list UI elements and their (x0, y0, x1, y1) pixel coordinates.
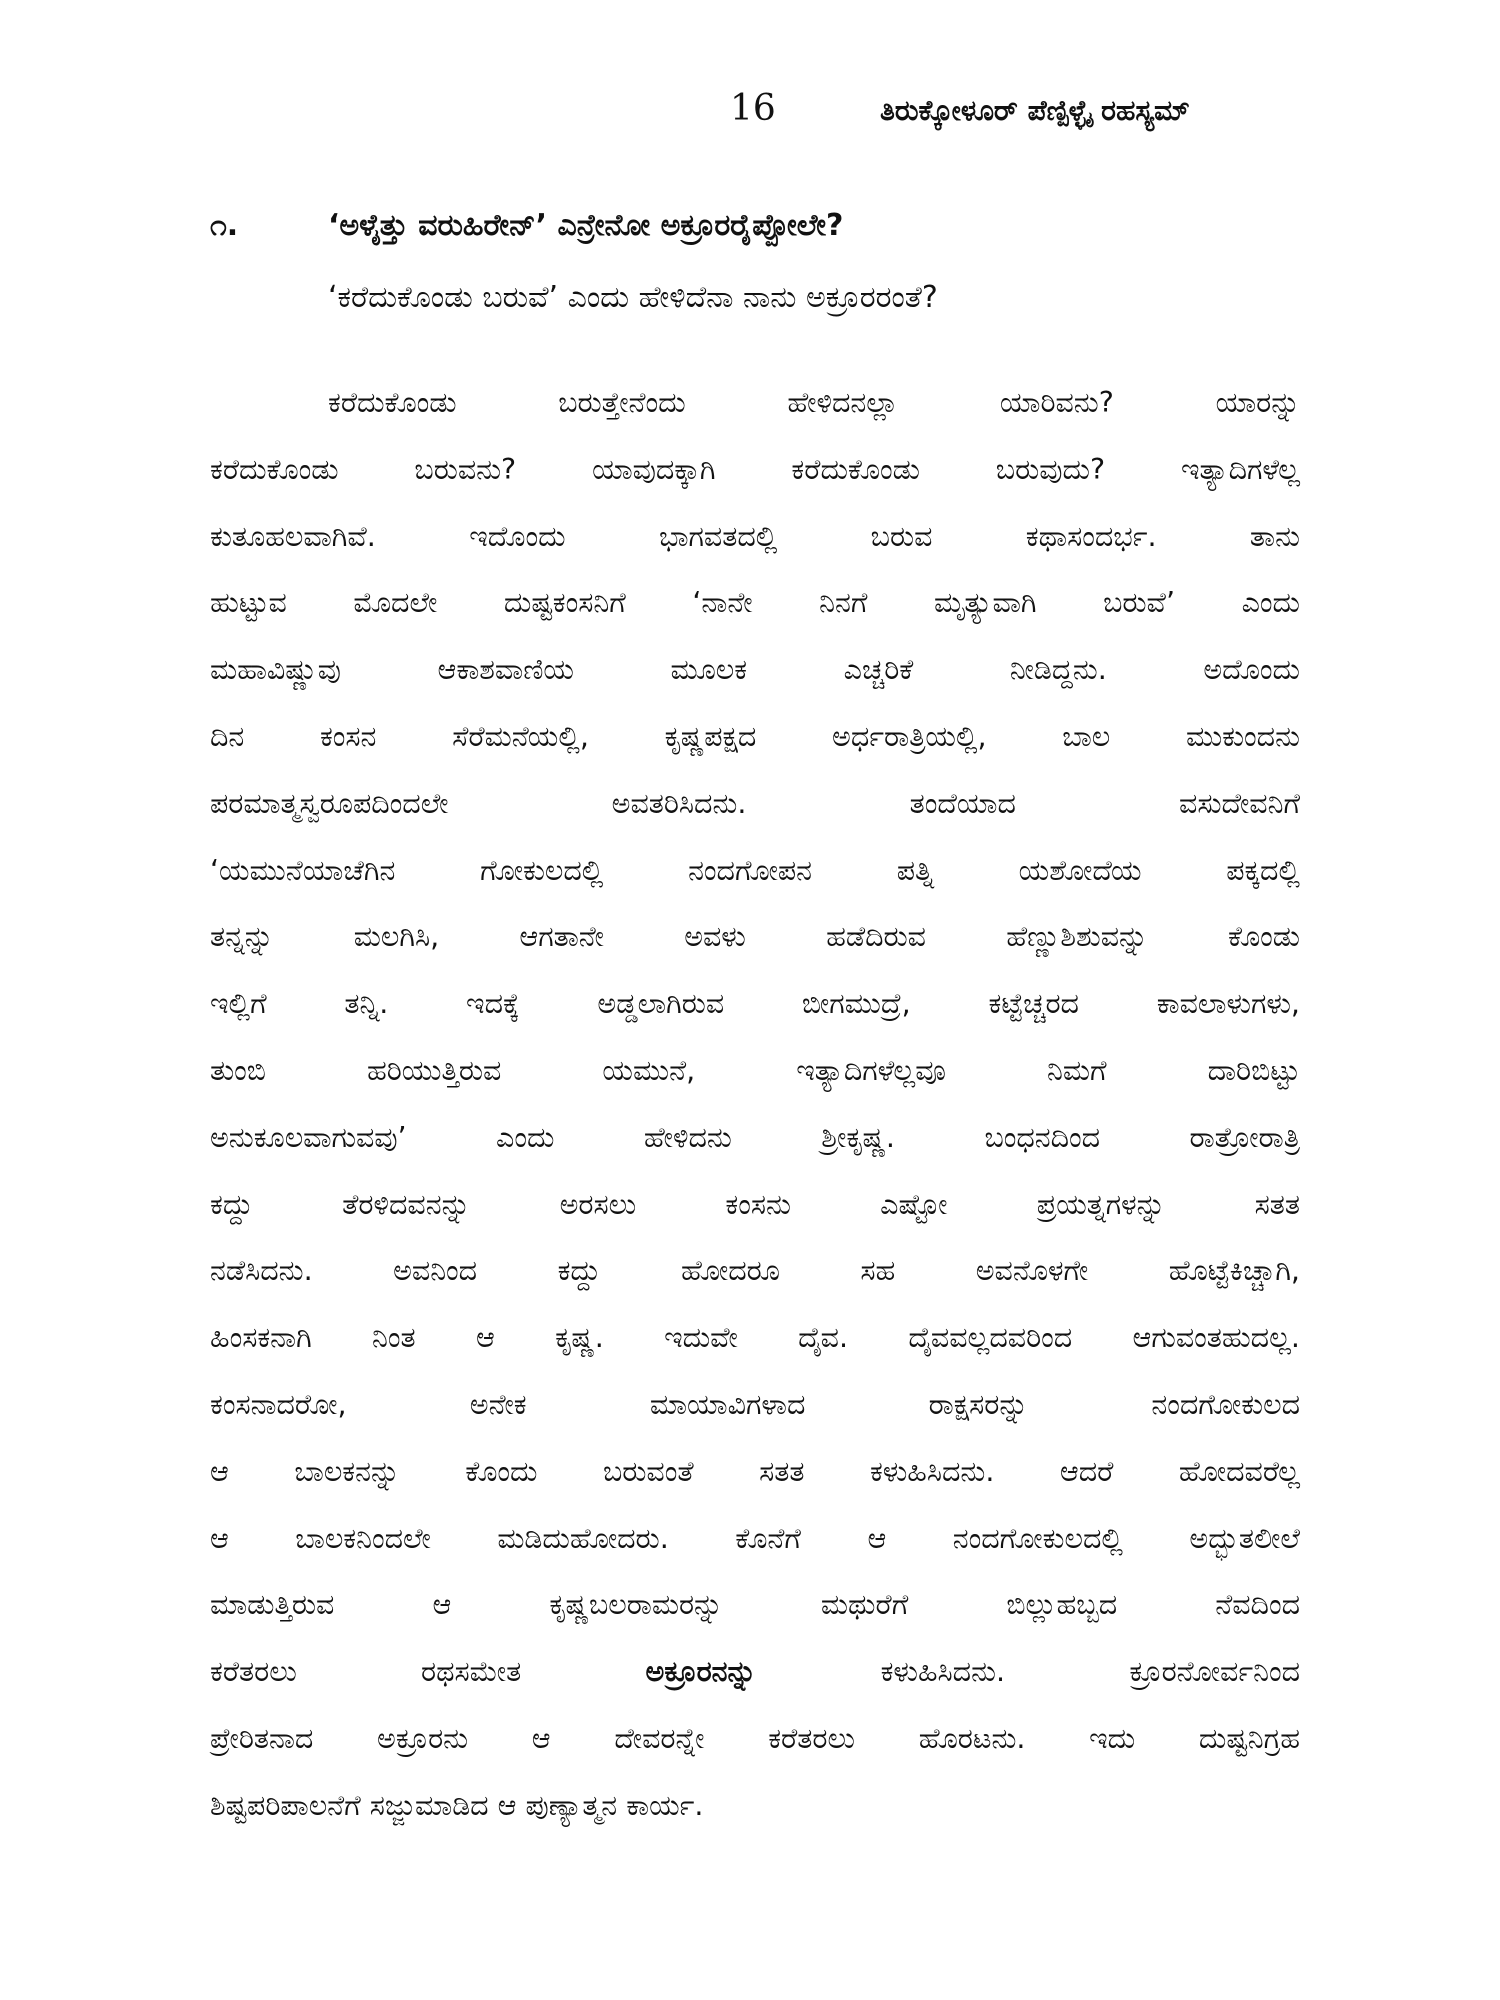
page-number: 16 (730, 88, 776, 129)
running-title: ತಿರುಕ್ಕೋಳೂರ್ ಪೆಣ್ಪಿಳ್ಳೈ ರಹಸ್ಯಮ್ (880, 94, 1190, 127)
heading-translation: ‘ಕರೆದುಕೊಂಡು ಬರುವೆ’ ಎಂದು ಹೇಳಿದೆನಾ ನಾನು ಅಕ್ರೂರರಂತೆ? (328, 280, 938, 315)
section-heading (210, 208, 1310, 268)
paragraph-line: ತುಂಬಿ ಹರಿಯುತ್ತಿರುವ ಯಮುನೆ, ಇತ್ಯಾದಿಗಳೆಲ್ಲವೂ ನಿಮಗೆ ದಾರಿಬಿಟ್ಟು (210, 1053, 1300, 1087)
paragraph-line: ಆ ಬಾಲಕನಿಂದಲೇ ಮಡಿದುಹೋದರು. ಕೊನೆಗೆ ಆ ನಂದಗೋಕುಲದಲ್ಲಿ ಅದ್ಭುತಲೀಲೆ (210, 1521, 1300, 1555)
paragraph-line (210, 1639, 1300, 1706)
heading-text: ‘ಅಳೈತ್ತು ವರುಹಿರೇನ್’ ಎನ್ರೇನೋ ಅಕ್ರೂರರೈಪ್ಪೋಲೇ? (328, 208, 844, 243)
paragraph-line: ಕುತೂಹಲವಾಗಿವೆ. ಇದೊಂದು ಭಾಗವತದಲ್ಲಿ ಬರುವ ಕಥಾಸಂದರ್ಭ. ತಾನು (210, 519, 1300, 553)
paragraph-line: ಆ ಬಾಲಕನನ್ನು ಕೊಂದು ಬರುವಂತೆ ಸತತ ಕಳುಹಿಸಿದನು. ಆದರೆ ಹೋದವರೆಲ್ಲ (210, 1454, 1300, 1488)
body-paragraph (210, 370, 1300, 1840)
paragraph-line: ಮಾಡುತ್ತಿರುವ ಆ ಕೃಷ್ಣಬಲರಾಮರನ್ನು ಮಥುರೆಗೆ ಬಿಲ್ಲುಹಬ್ಬದ ನೆವದಿಂದ (210, 1588, 1300, 1622)
paragraph-line: ಕದ್ದು ತೆರಳಿದವನನ್ನು ಅರಸಲು ಕಂಸನು ಎಷ್ಟೋ ಪ್ರಯತ್ನಗಳನ್ನು ಸತತ (210, 1187, 1300, 1221)
paragraph-line: ನಡೆಸಿದನು. ಅವನಿಂದ ಕದ್ದು ಹೋದರೂ ಸಹ ಅವನೊಳಗೇ ಹೊಟ್ಟೆಕಿಚ್ಚಾಗಿ, (210, 1254, 1300, 1288)
paragraph-line: ಇಲ್ಲಿಗೆ ತನ್ನಿ. ಇದಕ್ಕೆ ಅಡ್ಡಲಾಗಿರುವ ಬೀಗಮುದ್ರೆ, ಕಟ್ಟೆಚ್ಚರದ ಕಾವಲಾಳುಗಳು, (210, 987, 1300, 1021)
paragraph-line: ‘ಯಮುನೆಯಾಚೆಗಿನ ಗೋಕುಲದಲ್ಲಿ ನಂದಗೋಪನ ಪತ್ನಿ ಯಶೋದೆಯ ಪಕ್ಕದಲ್ಲಿ (210, 853, 1300, 887)
paragraph-line: ತನ್ನನ್ನು ಮಲಗಿಸಿ, ಆಗತಾನೇ ಅವಳು ಹಡೆದಿರುವ ಹೆಣ್ಣುಶಿಶುವನ್ನು ಕೊಂಡು (210, 920, 1300, 954)
paragraph-line: ಮಹಾವಿಷ್ಣುವು ಆಕಾಶವಾಣಿಯ ಮೂಲಕ ಎಚ್ಚರಿಕೆ ನೀಡಿದ್ದನು. ಅದೊಂದು (210, 653, 1300, 687)
paragraph-line: ಕಂಸನಾದರೋ, ಅನೇಕ ಮಾಯಾವಿಗಳಾದ ರಾಕ್ಷಸರನ್ನು ನಂದಗೋಕುಲದ (210, 1387, 1300, 1421)
page-header (0, 88, 1500, 148)
paragraph-line: ಅನುಕೂಲವಾಗುವವು’ ಎಂದು ಹೇಳಿದನು ಶ್ರೀಕೃಷ್ಣ. ಬಂಧನದಿಂದ ರಾತ್ರೋರಾತ್ರಿ (210, 1120, 1300, 1154)
paragraph-line: ಪ್ರೇರಿತನಾದ ಅಕ್ರೂರನು ಆ ದೇವರನ್ನೇ ಕರೆತರಲು ಹೊರಟನು. ಇದು ದುಷ್ಟನಿಗ್ರಹ (210, 1721, 1300, 1755)
paragraph-line: ಹುಟ್ಟುವ ಮೊದಲೇ ದುಷ್ಟಕಂಸನಿಗೆ ‘ನಾನೇ ನಿನಗೆ ಮೃತ್ಯುವಾಗಿ ಬರುವೆ’ ಎಂದು (210, 586, 1300, 620)
paragraph-line: ದಿನ ಕಂಸನ ಸೆರೆಮನೆಯಲ್ಲಿ, ಕೃಷ್ಣಪಕ್ಷದ ಅರ್ಧರಾತ್ರಿಯಲ್ಲಿ, ಬಾಲ ಮುಕುಂದನು (210, 719, 1300, 753)
section-number: ೧. (210, 208, 239, 243)
paragraph-line: ಹಿಂಸಕನಾಗಿ ನಿಂತ ಆ ಕೃಷ್ಣ. ಇದುವೇ ದೈವ. ದೈವವಲ್ಲದವರಿಂದ ಆಗುವಂತಹುದಲ್ಲ. (210, 1321, 1300, 1355)
line-text: ಕಳುಹಿಸಿದನು. ಕ್ರೂರನೋರ್ವನಿಂದ (756, 1655, 1300, 1689)
bold-name: ಅಕ್ರೂರನನ್ನು (645, 1655, 757, 1689)
paragraph-line: ಶಿಷ್ಟಪರಿಪಾಲನೆಗೆ ಸಜ್ಜುಮಾಡಿದ ಆ ಪುಣ್ಯಾತ್ಮನ ಕಾರ್ಯ. (210, 1788, 704, 1822)
paragraph-line: ಕರೆದುಕೊಂಡು ಬರುವನು? ಯಾವುದಕ್ಕಾಗಿ ಕರೆದುಕೊಂಡು ಬರುವುದು? ಇತ್ಯಾದಿಗಳೆಲ್ಲ (210, 452, 1300, 486)
paragraph-line: ಪರಮಾತ್ಮಸ್ವರೂಪದಿಂದಲೇ ಅವತರಿಸಿದನು. ತಂದೆಯಾದ ವಸುದೇವನಿಗೆ (210, 786, 1300, 820)
paragraph-line: ಕರೆದುಕೊಂಡು ಬರುತ್ತೇನೆಂದು ಹೇಳಿದನಲ್ಲಾ ಯಾರಿವನು? ಯಾರನ್ನು (328, 386, 1300, 419)
line-text: ಕರೆತರಲು ರಥಸಮೇತ (210, 1655, 646, 1689)
